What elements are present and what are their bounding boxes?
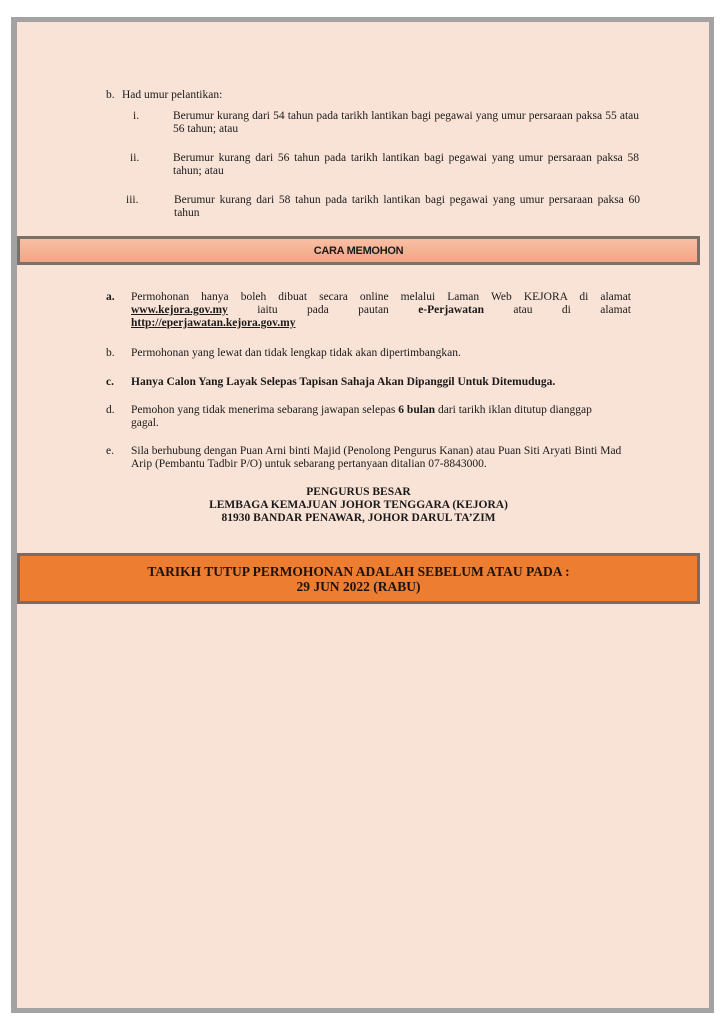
signature-organization: LEMBAGA KEMAJUAN JOHOR TENGGARA (KEJORA) [209,499,508,511]
closing-date-value: 29 JUN 2022 (RABU) [296,578,421,594]
section-title: CARA MEMOHON [313,244,404,257]
word: pada [307,304,329,316]
item-text: Berumur kurang dari 58 tahun pada tarikh lantikan bagi pegawai yang umur persaraan paksa 60 tahun [174,194,640,219]
item-label-e: e. [106,445,114,457]
signature-address: 81930 BANDAR PENAWAR, JOHOR DARUL TA’ZIM [221,512,496,524]
item-number: ii. [130,152,140,164]
item-label-a: a. [106,291,115,303]
item-a [131,291,631,330]
item-c: Hanya Calon Yang Layak Selepas Tapisan Sahaja Akan Dipanggil Untuk Ditemuduga. [131,376,556,388]
item-a-line1: Permohonan hanya boleh dibuat secara online melalui Laman Web KEJORA di alamat [131,291,631,303]
word: alamat [600,304,631,316]
e-perjawatan-text: e-Perjawatan [418,304,484,316]
eligibility-heading: Had umur pelantikan: [122,89,223,101]
item-e: Sila berhubung dengan Puan Arni binti Majid (Penolong Pengurus Kanan) atau Puan Siti Aryati Binti Mad Arip (Pembantu Tadbir P/O) untuk sebarang pertanyaan ditalian 07-8843000. [131,445,622,470]
item-label-c: c. [106,376,114,388]
item-b: Permohonan yang lewat dan tidak lengkap tidak akan dipertimbangkan. [131,347,461,359]
item-d-text: Pemohon yang tidak menerima sebarang jawapan selepas [131,404,396,416]
section-header-cara-memohon [17,236,700,265]
kejora-website-link[interactable]: www.kejora.gov.my [131,304,228,316]
word: atau [513,304,533,316]
closing-date-banner [17,553,700,604]
item-d-bold: 6 bulan [398,404,436,416]
item-number: i. [133,110,140,122]
item-d [131,404,621,430]
word: iaitu [257,304,278,316]
eperjawatan-link[interactable]: http://eperjawatan.kejora.gov.my [131,317,296,329]
eligibility-label: b. [106,89,115,101]
item-a-line2 [131,304,631,317]
item-text: Berumur kurang dari 56 tahun pada tarikh lantikan bagi pegawai yang umur persaraan paksa 58 tahun; atau [173,152,639,177]
word: di [561,304,571,316]
item-label-b: b. [106,347,115,359]
item-text: Berumur kurang dari 54 tahun pada tarikh lantikan bagi pegawai yang umur persaraan paksa 55 atau 56 tahun; atau [173,110,639,135]
word: pautan [358,304,389,316]
signature-title: PENGURUS BESAR [306,486,411,498]
item-number: iii. [126,194,139,206]
item-label-d: d. [106,404,115,416]
item-d-text: dari tarikh iklan ditutup dianggap gagal. [131,404,592,429]
closing-date-label: TARIKH TUTUP PERMOHONAN ADALAH SEBELUM ATAU PADA : [147,563,570,579]
